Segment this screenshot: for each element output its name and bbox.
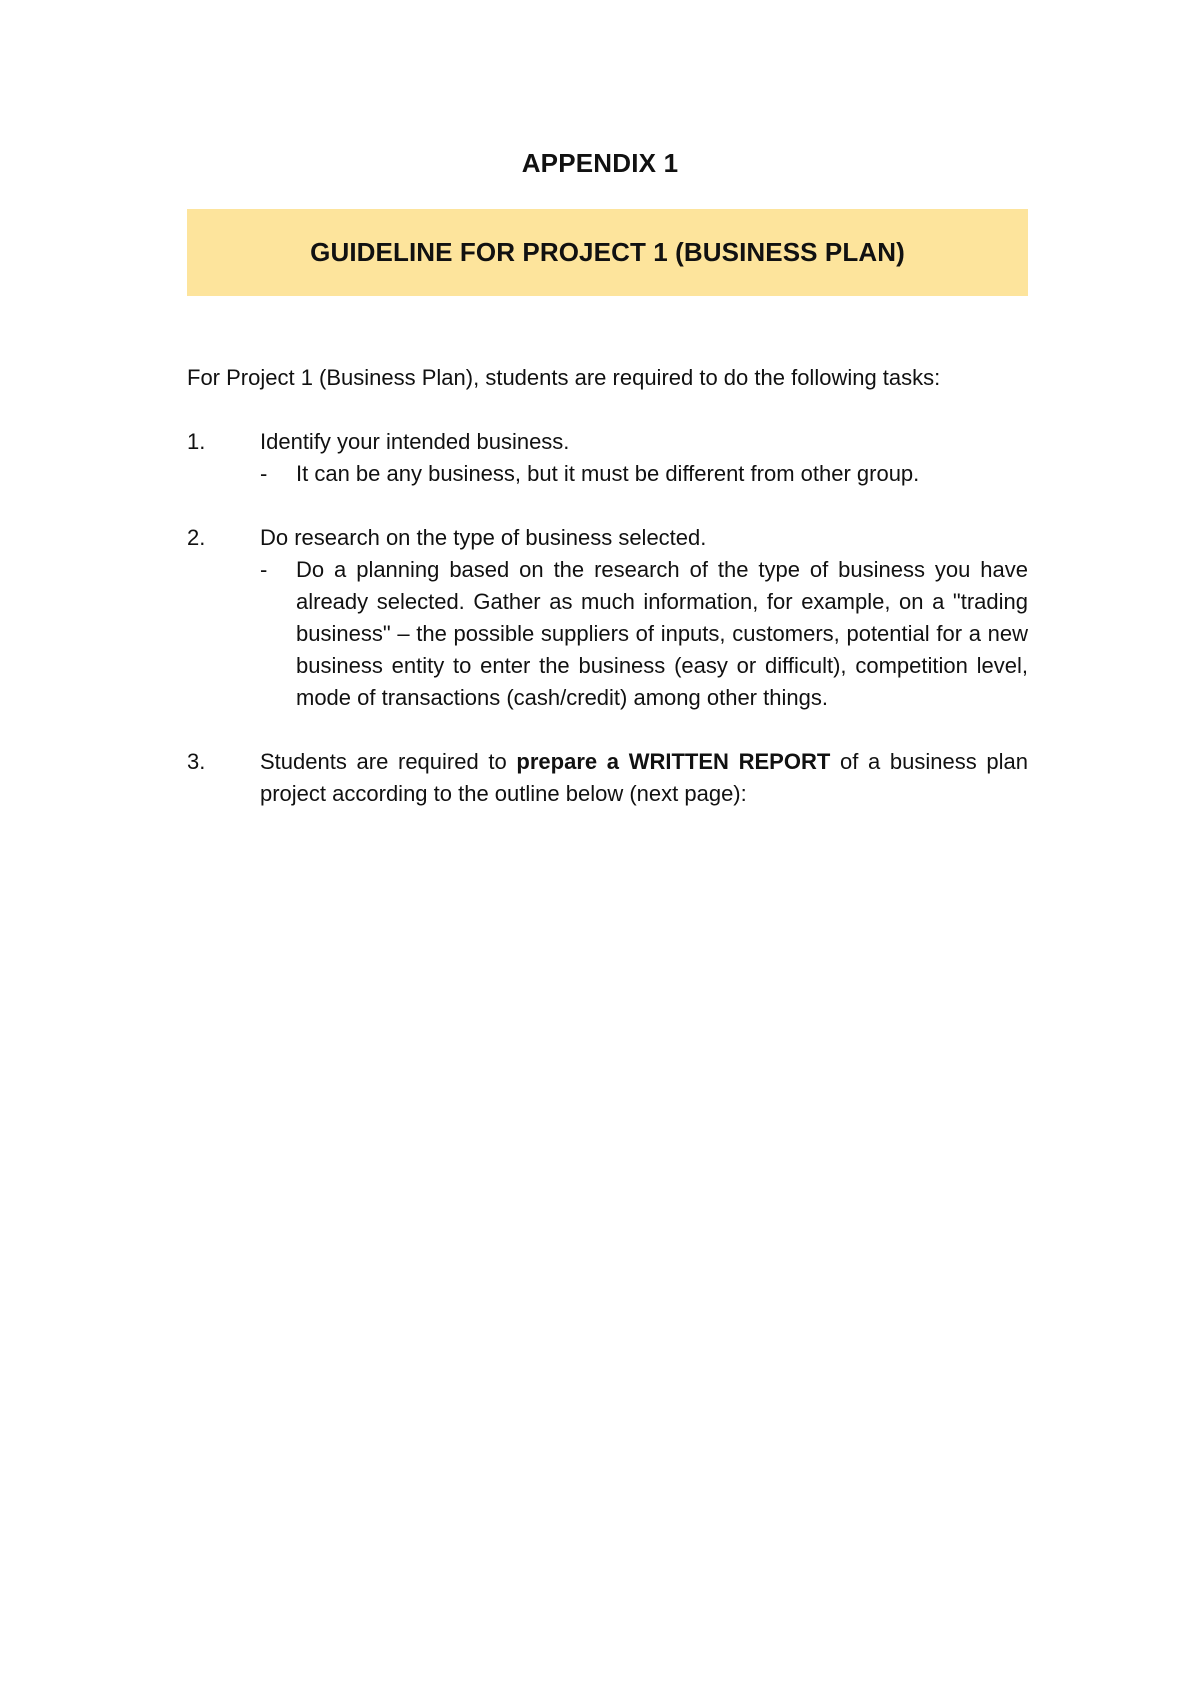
banner-title: GUIDELINE FOR PROJECT 1 (BUSINESS PLAN) — [310, 237, 905, 267]
task-text-start: Students are required to — [260, 749, 517, 774]
subpoint-text: It can be any business, but it must be different from other group. — [296, 461, 920, 486]
subpoint-dash: - — [260, 461, 268, 486]
intro-paragraph: For Project 1 (Business Plan), students are required to do the following tasks: — [187, 365, 941, 390]
task-text: Identify your intended business. — [260, 429, 570, 454]
task-subpoint — [260, 554, 1028, 714]
task-item-3 — [187, 746, 1028, 810]
task-item-2 — [187, 522, 1028, 714]
guideline-banner — [187, 209, 1028, 296]
subpoint-text: Do a planning based on the research of the type of business you have already selected. Gather as much information, for example, on a "trading business" – the possible suppliers of inputs, customers, potential for a new business entity to enter the business (easy or difficult), competition level, mode of transactions (cash/credit) among other things. — [296, 557, 1028, 710]
subpoint-dash: - — [260, 557, 268, 582]
task-text-end: of a business plan project according to the outline below (next page): — [260, 749, 1028, 806]
task-number: 1. — [187, 429, 206, 454]
appendix-heading: APPENDIX 1 — [521, 148, 679, 178]
task-text: Do research on the type of business selected. — [260, 525, 707, 550]
task-item-1 — [187, 426, 1028, 490]
task-subpoint — [260, 458, 1028, 490]
task-text-emphasis: prepare a WRITTEN REPORT — [516, 749, 831, 774]
task-number: 3. — [187, 749, 206, 774]
task-text — [260, 746, 1028, 810]
task-list — [187, 426, 1028, 842]
task-number: 2. — [187, 525, 206, 550]
